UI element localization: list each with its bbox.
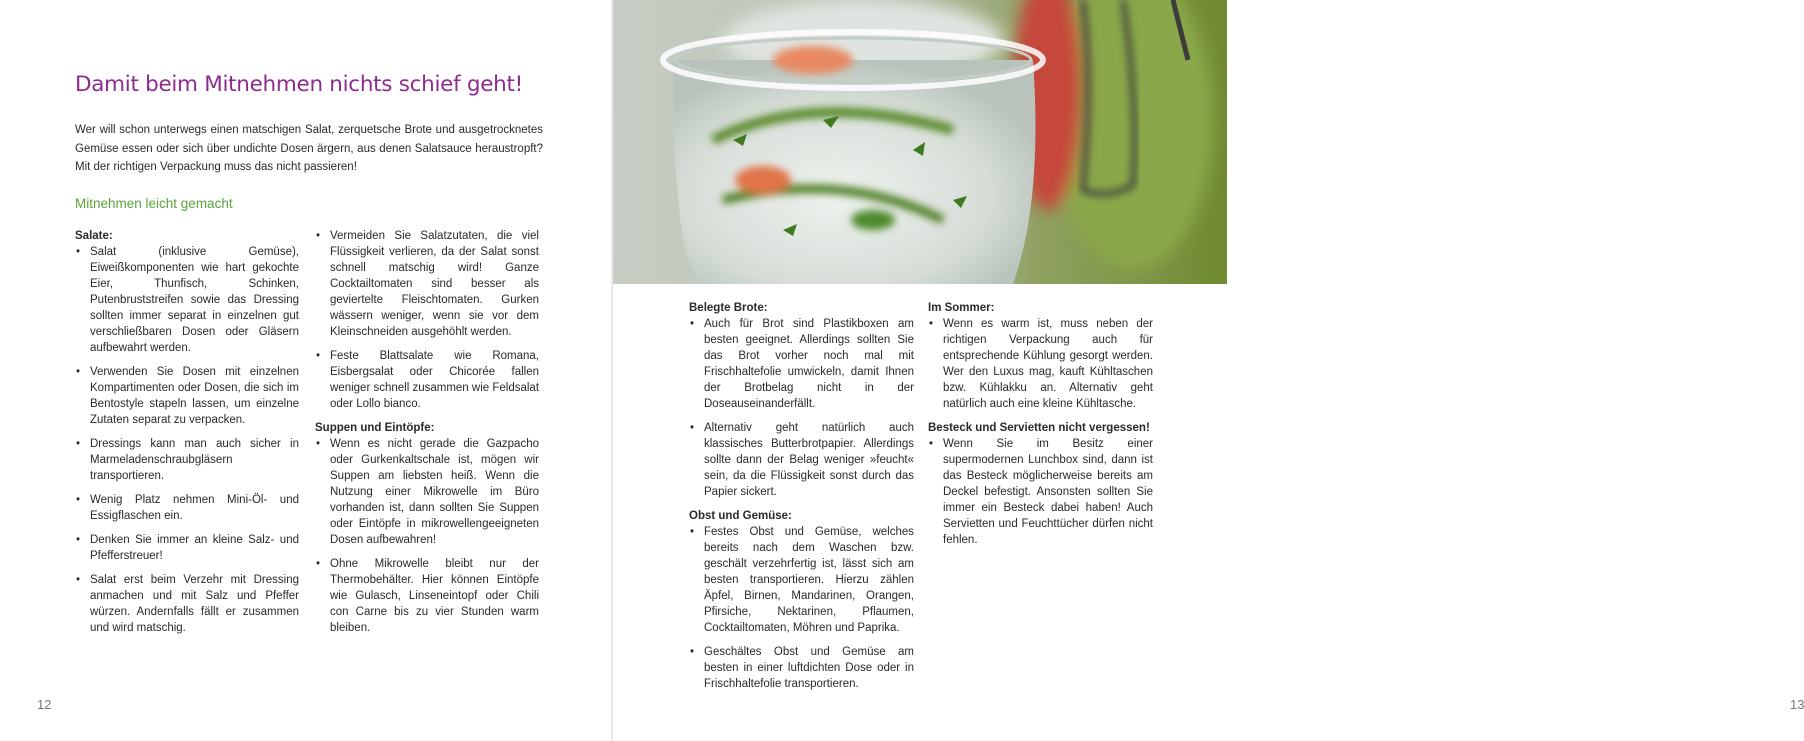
- text-column-4: [928, 300, 1153, 556]
- salate-list-continued: [315, 228, 539, 412]
- page-title: Damit beim Mitnehmen nichts schief geht!: [75, 72, 523, 97]
- besteck-list: [928, 436, 1153, 548]
- obst-heading: Obst und Gemüse:: [689, 510, 792, 522]
- besteck-heading: Besteck und Servietten nicht vergessen!: [928, 422, 1150, 434]
- list-item: • Wenig Platz nehmen Mini-Öl- und Essigflaschen ein.: [75, 492, 299, 524]
- list-item: • Alternativ geht natürlich auch klassisches Butterbrotpapier. Allerdings sollte dann der Belag weniger »feucht« sein, da die Flüssigkeit sonst durch das Papier sickert.: [689, 420, 914, 500]
- list-item: • Denken Sie immer an kleine Salz- und Pfefferstreuer!: [75, 532, 299, 564]
- left-page: [0, 0, 612, 741]
- list-item: • Geschältes Obst und Gemüse am besten in einer luftdichten Dose oder in Frischhaltefolie transportieren.: [689, 644, 914, 692]
- list-item: • Ohne Mikrowelle bleibt nur der Thermobehälter. Hier können Eintöpfe wie Gulasch, Linseneintopf oder Chili con Carne bis zu vier Stunden warm bleiben.: [315, 556, 539, 636]
- salad-jar-photo: [613, 0, 1227, 284]
- page-number-left: 12: [37, 697, 52, 712]
- suppen-list: [315, 436, 539, 636]
- list-item: • Wenn Sie im Besitz einer supermodernen Lunchbox sind, dann ist das Besteck möglicherweise bereits am Deckel befestigt. Ansonsten sollten Sie immer ein Besteck dabei haben! Auch Servietten und Feuchttücher dürfen nicht fehlen.: [928, 436, 1153, 548]
- salate-list: [75, 244, 299, 636]
- list-item: • Vermeiden Sie Salatzutaten, die viel Flüssigkeit verlieren, da der Salat sonst schnell matschig wird! Ganze Cocktailtomaten sind besser als geviertelte Fleischtomaten. Gurken wässern weniger, wenn sie vor dem Kleinschneiden ausgehöhlt werden.: [315, 228, 539, 340]
- intro-paragraph: Wer will schon unterwegs einen matschigen Salat, zerquetsche Brote und ausgetrocknetes Gemüse essen oder sich über undichte Dosen ärgern, aus denen Salatsauce heraustropft? Mit der richtigen Verpackung muss das nicht passieren!: [75, 124, 543, 173]
- section-subheading: Mitnehmen leicht gemacht: [75, 196, 233, 211]
- list-item: • Dressings kann man auch sicher in Marmeladenschraubgläsern transportieren.: [75, 436, 299, 484]
- page-number-right: 13: [1790, 697, 1804, 712]
- obst-list: [689, 524, 914, 692]
- list-item: • Wenn es nicht gerade die Gazpacho oder Gurkenkaltschale ist, mögen wir Suppen am liebsten heiß. Wenn die Nutzung einer Mikrowelle im Büro vorhanden ist, dann sollten Sie Suppen oder Eintöpfe in mikrowellengeeigneten Dosen aufbewahren!: [315, 436, 539, 548]
- list-item: • Salat erst beim Verzehr mit Dressing anmachen und mit Salz und Pfeffer würzen. Andernfalls fällt er zusammen und wird matschig.: [75, 572, 299, 636]
- list-item: • Salat (inklusive Gemüse), Eiweißkomponenten wie hart gekochte Eier, Thunfisch, Schinken, Putenbruststreifen sowie das Dressing sollten immer separat in einzelnen gut verschließbaren Dosen oder Gläsern aufbewahrt werden.: [75, 244, 299, 356]
- text-column-2: [315, 228, 539, 644]
- list-item: • Auch für Brot sind Plastikboxen am besten geeignet. Allerdings sollten Sie das Brot vorher noch mal mit Frischhaltefolie umwickeln, damit Ihnen der Brotbelag nicht in der Doseauseinanderfällt.: [689, 316, 914, 412]
- list-item: • Feste Blattsalate wie Romana, Eisbergsalat oder Chicorée fallen weniger schnell zusammen wie Feldsalat oder Lollo bianco.: [315, 348, 539, 412]
- list-item: • Wenn es warm ist, muss neben der richtigen Verpackung auch für entsprechende Kühlung gesorgt werden. Wer den Luxus mag, kauft Kühltaschen bzw. Kühlakku an. Alternativ geht natürlich auch eine kleine Kühltasche.: [928, 316, 1153, 412]
- suppen-heading: Suppen und Eintöpfe:: [315, 422, 435, 434]
- list-item: • Festes Obst und Gemüse, welches bereits nach dem Waschen bzw. geschält verzehrfertig ist, lässt sich am besten transportieren. Hierzu zählen Äpfel, Birnen, Mandarinen, Orangen, Pfirsiche, Nektarinen, Pflaumen, Cocktailtomaten, Möhren und Paprika.: [689, 524, 914, 636]
- list-item: • Verwenden Sie Dosen mit einzelnen Kompartimenten oder Dosen, die sich im Bentostyle stapeln lassen, um einzelne Zutaten separat zu verpacken.: [75, 364, 299, 428]
- salate-heading: Salate:: [75, 230, 113, 242]
- brote-list: [689, 316, 914, 500]
- text-column-3: [689, 300, 914, 700]
- sommer-list: [928, 316, 1153, 412]
- text-column-1: [75, 228, 299, 644]
- sommer-heading: Im Sommer:: [928, 302, 995, 314]
- brote-heading: Belegte Brote:: [689, 302, 768, 314]
